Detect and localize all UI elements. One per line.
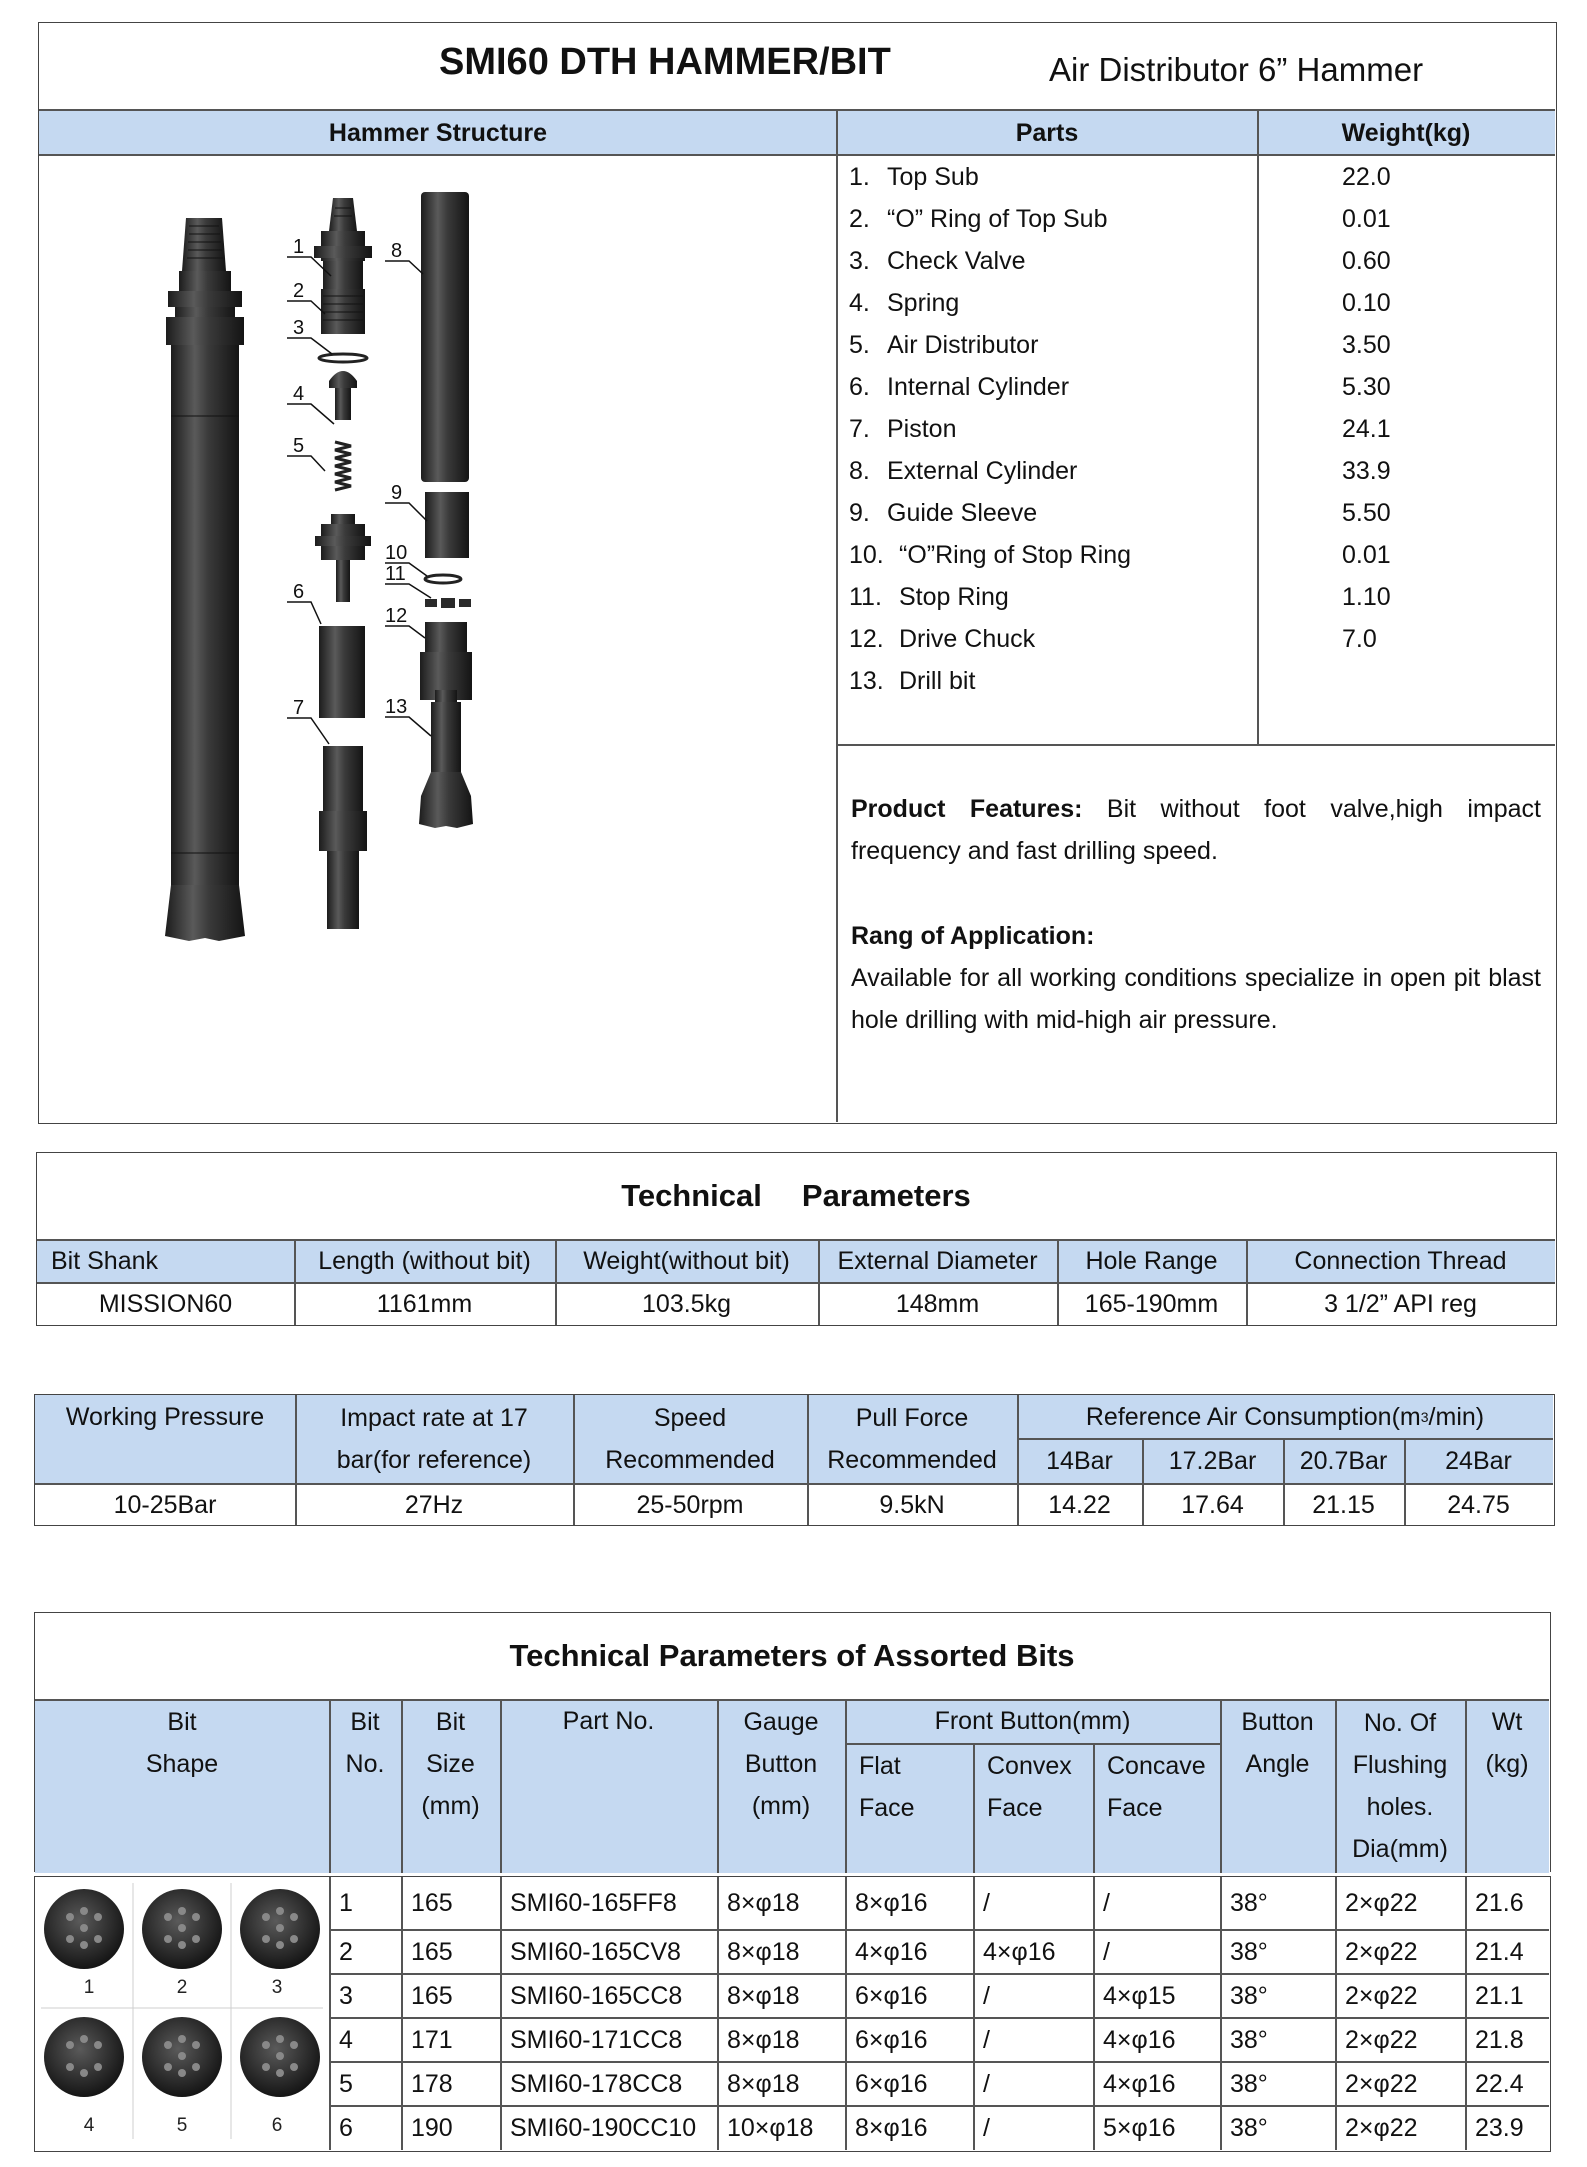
button-angle-cell: 38° bbox=[1230, 2113, 1268, 2142]
bit-5-face bbox=[142, 2017, 222, 2097]
part-10-o-ring bbox=[425, 575, 461, 583]
part-11-stop-ring bbox=[425, 598, 471, 608]
callout-11: 11 bbox=[385, 563, 406, 585]
ops-bar: 20.7Bar bbox=[1299, 1447, 1388, 1475]
callout-4: 4 bbox=[293, 383, 305, 405]
weight-value: 0.01 bbox=[1342, 541, 1391, 569]
part-3-check-valve bbox=[329, 371, 357, 420]
weight-value: 3.50 bbox=[1342, 331, 1391, 359]
ops-value: 21.15 bbox=[1312, 1490, 1375, 1519]
tech-header: Weight(without bit) bbox=[583, 1246, 790, 1275]
gauge-button-cell: 8×φ18 bbox=[727, 1889, 800, 1917]
weights-list bbox=[1342, 156, 1542, 702]
tech-value: 148mm bbox=[895, 1290, 980, 1318]
part-no-cell: SMI60-171CC8 bbox=[510, 2025, 683, 2054]
tech-header: Hole Range bbox=[1085, 1246, 1218, 1275]
part-5-air-distributor bbox=[315, 514, 371, 602]
weight-value: 22.0 bbox=[1342, 163, 1391, 191]
bits-header-size: Bit Size (mm) bbox=[421, 1708, 480, 1820]
bit-image-label: 5 bbox=[176, 2115, 188, 2136]
bit-size-cell: 165 bbox=[411, 1981, 453, 2010]
ops-header-speed: Speed Recommended bbox=[605, 1404, 775, 1474]
callout-3: 3 bbox=[293, 317, 305, 339]
weight-value: 5.30 bbox=[1342, 373, 1391, 401]
flat-face-cell: 4×φ16 bbox=[855, 1937, 928, 1966]
tech-header: Length (without bit) bbox=[318, 1246, 531, 1275]
application-text: Available for all working conditions specialize in open pit blast hole drilling with mid-high air pressure. bbox=[851, 964, 1541, 1034]
bit-weight-cell: 23.9 bbox=[1475, 2113, 1524, 2142]
tech-value: 165-190mm bbox=[1084, 1290, 1219, 1318]
button-angle-cell: 38° bbox=[1230, 1889, 1268, 1917]
bit-image-label: 4 bbox=[83, 2115, 95, 2136]
button-angle-cell: 38° bbox=[1230, 1981, 1268, 2010]
part-row: 6. Internal Cylinder bbox=[849, 373, 1070, 401]
bits-header-shape: Bit Shape bbox=[145, 1708, 219, 1778]
col-hammer-structure: Hammer Structure bbox=[328, 118, 548, 147]
bit-shape-images bbox=[35, 1877, 329, 2149]
bit-size-cell: 178 bbox=[411, 2069, 453, 2098]
gauge-button-cell: 8×φ18 bbox=[727, 2025, 800, 2054]
bit-size-cell: 190 bbox=[411, 2113, 453, 2142]
bit-6-face bbox=[240, 2017, 320, 2097]
convex-face-cell: / bbox=[983, 2025, 990, 2054]
convex-face-cell: / bbox=[983, 1981, 990, 2010]
weight-value bbox=[1342, 660, 1542, 702]
bit-image-label: 6 bbox=[271, 2115, 283, 2136]
weight-value: 0.10 bbox=[1342, 289, 1391, 317]
tech-value: 103.5kg bbox=[642, 1290, 731, 1318]
bit-image-label: 1 bbox=[83, 1977, 95, 1998]
flushing-holes-cell: 2×φ22 bbox=[1345, 1981, 1418, 2010]
bits-title: Technical Parameters of Assorted Bits bbox=[509, 1638, 1075, 1673]
part-row: 5. Air Distributor bbox=[849, 331, 1039, 359]
callout-13: 13 bbox=[385, 696, 408, 718]
part-row: 13. Drill bit bbox=[849, 667, 976, 695]
ops-value: 14.22 bbox=[1048, 1490, 1111, 1519]
ops-header-impact: Impact rate at 17 bar(for reference) bbox=[336, 1404, 532, 1474]
operating-parameters-block bbox=[34, 1394, 1555, 1526]
part-no-cell: SMI60-165FF8 bbox=[510, 1889, 677, 1917]
part-1-top-sub bbox=[314, 198, 372, 334]
gauge-button-cell: 10×φ18 bbox=[727, 2113, 814, 2142]
weight-value: 0.60 bbox=[1342, 247, 1391, 275]
part-12-drive-chuck bbox=[420, 622, 472, 700]
bit-size-cell: 171 bbox=[411, 2025, 453, 2054]
col-weight: Weight(kg) bbox=[1341, 118, 1471, 147]
tech-header: Connection Thread bbox=[1294, 1246, 1507, 1275]
bit-size-cell: 165 bbox=[411, 1937, 453, 1966]
ops-value: 17.64 bbox=[1181, 1490, 1244, 1519]
technical-parameters-block bbox=[36, 1152, 1557, 1326]
bit-1-face bbox=[44, 1889, 124, 1969]
concave-face-cell: / bbox=[1103, 1937, 1110, 1966]
bit-2-face bbox=[142, 1889, 222, 1969]
concave-face-cell: 5×φ16 bbox=[1103, 2113, 1176, 2142]
bits-header-no: Bit No. bbox=[345, 1708, 385, 1778]
concave-face-cell: / bbox=[1103, 1889, 1110, 1917]
bit-size-cell: 165 bbox=[411, 1889, 453, 1917]
application-label: Rang of Application: bbox=[851, 922, 1095, 950]
part-row: 11. Stop Ring bbox=[849, 583, 1009, 611]
flat-face-cell: 8×φ16 bbox=[855, 1889, 928, 1917]
ops-bar: 24Bar bbox=[1445, 1447, 1512, 1475]
bits-header-flat: Flat Face bbox=[859, 1752, 915, 1822]
concave-face-cell: 4×φ16 bbox=[1103, 2069, 1176, 2098]
part-no-cell: SMI60-165CV8 bbox=[510, 1937, 681, 1966]
part-row: 10. “O”Ring of Stop Ring bbox=[849, 541, 1132, 569]
callout-12: 12 bbox=[385, 605, 408, 627]
bit-no-cell: 2 bbox=[339, 1937, 353, 1966]
flushing-holes-cell: 2×φ22 bbox=[1345, 1889, 1418, 1917]
parts-list bbox=[849, 156, 1249, 702]
ops-header-pressure: Working Pressure bbox=[65, 1403, 265, 1431]
ops-value: 10-25Bar bbox=[113, 1490, 217, 1519]
bit-no-cell: 3 bbox=[339, 1981, 353, 2010]
part-7-piston bbox=[319, 746, 367, 929]
bit-no-cell: 5 bbox=[339, 2069, 353, 2098]
tech-header: External Diameter bbox=[837, 1246, 1038, 1275]
flushing-holes-cell: 2×φ22 bbox=[1345, 2025, 1418, 2054]
bits-data-table bbox=[34, 1876, 1551, 2152]
bit-image-label: 3 bbox=[271, 1977, 283, 1998]
part-row: 1. Top Sub bbox=[849, 163, 979, 191]
part-13-drill-bit bbox=[419, 690, 473, 828]
flushing-holes-cell: 2×φ22 bbox=[1345, 2113, 1418, 2142]
part-no-cell: SMI60-178CC8 bbox=[510, 2069, 683, 2098]
bit-image-label: 2 bbox=[176, 1977, 188, 1998]
product-features: Product Features: Bit without foot valve,high impact frequency and fast drilling speed. bbox=[851, 795, 1541, 865]
flat-face-cell: 8×φ16 bbox=[855, 2113, 928, 2142]
bits-header-part: Part No. bbox=[562, 1707, 655, 1735]
part-6-internal-cylinder bbox=[319, 626, 365, 718]
part-4-spring bbox=[335, 442, 351, 490]
part-row: 7. Piston bbox=[849, 415, 957, 443]
hammer-exploded-illustration bbox=[39, 156, 835, 1122]
flushing-holes-cell: 2×φ22 bbox=[1345, 2069, 1418, 2098]
tech-title: Technical Parameters bbox=[621, 1178, 971, 1213]
callout-1: 1 bbox=[293, 236, 305, 258]
gauge-button-cell: 8×φ18 bbox=[727, 1937, 800, 1966]
assorted-bits-block bbox=[34, 1612, 1551, 1872]
ops-bar: 14Bar bbox=[1046, 1447, 1113, 1475]
part-2-o-ring bbox=[319, 354, 367, 362]
bit-no-cell: 4 bbox=[339, 2025, 353, 2054]
part-row: 9. Guide Sleeve bbox=[849, 499, 1038, 527]
col-parts: Parts bbox=[1015, 118, 1079, 147]
button-angle-cell: 38° bbox=[1230, 1937, 1268, 1966]
ops-header-pull: Pull Force Recommended bbox=[827, 1404, 997, 1474]
bit-weight-cell: 21.4 bbox=[1475, 1937, 1524, 1966]
convex-face-cell: / bbox=[983, 1889, 990, 1917]
bits-header-convex: Convex Face bbox=[987, 1752, 1072, 1822]
bit-3-face bbox=[240, 1889, 320, 1969]
callout-2: 2 bbox=[293, 280, 305, 302]
button-angle-cell: 38° bbox=[1230, 2069, 1268, 2098]
bit-weight-cell: 21.1 bbox=[1475, 1981, 1524, 2010]
gauge-button-cell: 8×φ18 bbox=[727, 2069, 800, 2098]
weight-value: 5.50 bbox=[1342, 499, 1391, 527]
callout-5: 5 bbox=[293, 435, 305, 457]
ops-value: 9.5kN bbox=[879, 1490, 945, 1519]
bit-no-cell: 1 bbox=[339, 1889, 353, 1917]
tech-value: 1161mm bbox=[376, 1290, 473, 1318]
concave-face-cell: 4×φ16 bbox=[1103, 2025, 1176, 2054]
part-row: 3. Check Valve bbox=[849, 247, 1026, 275]
ops-value: 27Hz bbox=[404, 1490, 464, 1519]
concave-face-cell: 4×φ15 bbox=[1103, 1981, 1176, 2010]
bit-weight-cell: 22.4 bbox=[1475, 2069, 1524, 2098]
convex-face-cell: / bbox=[983, 2113, 990, 2142]
convex-face-cell: / bbox=[983, 2069, 990, 2098]
weight-value: 7.0 bbox=[1342, 625, 1377, 653]
callout-9: 9 bbox=[391, 482, 403, 504]
flat-face-cell: 6×φ16 bbox=[855, 1981, 928, 2010]
tech-value: 3 1/2” API reg bbox=[1324, 1290, 1477, 1318]
part-row: 12. Drive Chuck bbox=[849, 625, 1036, 653]
callout-7: 7 bbox=[293, 697, 305, 719]
bit-4-face bbox=[44, 2017, 124, 2097]
part-no-cell: SMI60-190CC10 bbox=[510, 2113, 697, 2142]
bit-weight-cell: 21.8 bbox=[1475, 2025, 1524, 2054]
bits-header-wt: Wt (kg) bbox=[1485, 1708, 1529, 1778]
flat-face-cell: 6×φ16 bbox=[855, 2069, 928, 2098]
callout-6: 6 bbox=[293, 581, 305, 603]
page-subtitle: Air Distributor 6” Hammer bbox=[1049, 51, 1424, 88]
assembled-hammer bbox=[165, 218, 245, 941]
ops-value: 25-50rpm bbox=[636, 1490, 744, 1519]
callout-10: 10 bbox=[385, 542, 408, 564]
bits-header-angle: Button Angle bbox=[1241, 1708, 1314, 1778]
ops-value: 24.75 bbox=[1447, 1490, 1510, 1519]
flat-face-cell: 6×φ16 bbox=[855, 2025, 928, 2054]
bits-header-flushing: No. Of Flushing holes. Dia(mm) bbox=[1352, 1709, 1448, 1863]
ops-bar: 17.2Bar bbox=[1168, 1447, 1257, 1475]
tech-header: Bit Shank bbox=[51, 1246, 159, 1275]
bits-header-gauge: Gauge Button (mm) bbox=[743, 1708, 819, 1820]
gauge-button-cell: 8×φ18 bbox=[727, 1981, 800, 2010]
weight-value: 33.9 bbox=[1342, 457, 1391, 485]
page-title: SMI60 DTH HAMMER/BIT bbox=[439, 41, 891, 83]
weight-value: 0.01 bbox=[1342, 205, 1391, 233]
ops-header-air: Reference Air Consumption(m 3 /min) bbox=[1085, 1402, 1485, 1431]
part-row: 2. “O” Ring of Top Sub bbox=[849, 205, 1108, 233]
flushing-holes-cell: 2×φ22 bbox=[1345, 1937, 1418, 1966]
bit-no-cell: 6 bbox=[339, 2113, 353, 2142]
weight-value: 24.1 bbox=[1342, 415, 1391, 443]
callout-8: 8 bbox=[391, 240, 403, 262]
bits-header-front: Front Button(mm) bbox=[934, 1707, 1131, 1735]
part-9-guide-sleeve bbox=[425, 492, 469, 558]
weight-value: 1.10 bbox=[1342, 583, 1391, 611]
part-row: 4. Spring bbox=[849, 289, 960, 317]
tech-value: MISSION60 bbox=[98, 1290, 233, 1318]
hammer-structure-block bbox=[38, 22, 1557, 1124]
part-row: 8. External Cylinder bbox=[849, 457, 1078, 485]
convex-face-cell: 4×φ16 bbox=[983, 1937, 1056, 1966]
bits-header-concave: Concave Face bbox=[1107, 1752, 1206, 1822]
part-8-external-cylinder bbox=[421, 192, 469, 482]
part-no-cell: SMI60-165CC8 bbox=[510, 1981, 683, 2010]
bit-weight-cell: 21.6 bbox=[1475, 1889, 1524, 1917]
button-angle-cell: 38° bbox=[1230, 2025, 1268, 2054]
